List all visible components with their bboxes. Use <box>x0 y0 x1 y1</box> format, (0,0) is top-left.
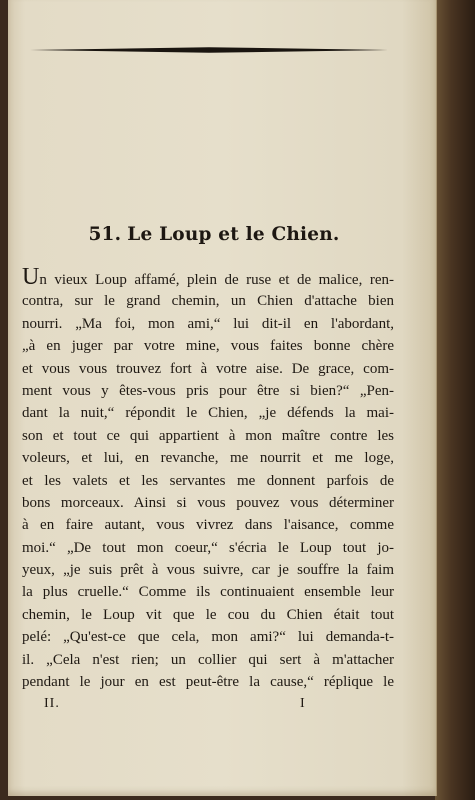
text-line: et les valets et les servantes me donnent parfois de <box>22 472 394 489</box>
volume-marker: II. <box>44 696 60 711</box>
book-page <box>8 0 437 796</box>
decorative-rule <box>30 47 388 53</box>
page-title <box>8 224 420 245</box>
text-line: bons morceaux. Ainsi si vous pouvez vous déterminer <box>22 494 394 511</box>
text-line: son et tout ce qui appartient à mon maître contre les <box>22 427 394 444</box>
text-line: nourri. „Ma foi, mon ami,“ lui dit-il en l'abordant, <box>22 315 394 332</box>
text-line: contra, sur le grand chemin, un Chien d'attache bien <box>22 293 394 310</box>
fable-number: 51. <box>88 224 122 245</box>
text-line: il. „Cela n'est rien; un collier qui sert à m'attacher <box>22 651 394 668</box>
fable-title: Le Loup et le Chien. <box>127 224 340 245</box>
text-line: voleurs, et lui, en revanche, me nourrit et me loge, <box>22 450 394 467</box>
text-line: Un vieux Loup affamé, plein de ruse et de malice, ren- <box>22 268 394 290</box>
text-line: pelé: „Qu'est-ce que cela, mon ami?“ lui demanda-t- <box>22 629 394 646</box>
text-line: la plus cruelle.“ Comme ils continuaient ensemble leur <box>22 584 394 601</box>
text-line: à en faire autant, vous vivrez dans l'aisance, comme <box>22 517 394 534</box>
signature-marker: I <box>300 696 305 711</box>
text-line: chemin, le Loup vit que le cou du Chien était tout <box>22 606 394 623</box>
text-line: dant la nuit,“ répondit le Chien, „je défends la mai- <box>22 405 394 422</box>
text-line: et vous vous trouvez fort à votre aise. De grace, com- <box>22 360 394 377</box>
book-binding <box>435 0 475 800</box>
text-line: pendant le jour en est peut-être la cause,“ réplique le <box>22 674 394 691</box>
text-line: yeux, „je suis prêt à vous suivre, car je souffre la faim <box>22 562 394 579</box>
fable-text <box>22 268 394 693</box>
text-line: „à en juger par votre mine, vous faites bonne chère <box>22 338 394 355</box>
drop-cap: U <box>22 268 40 290</box>
text-line: moi.“ „De tout mon coeur,“ s'écria le Loup tout jo- <box>22 539 394 556</box>
text-line: ment vous y êtes-vous pris pour être si bien?“ „Pen- <box>22 382 394 399</box>
